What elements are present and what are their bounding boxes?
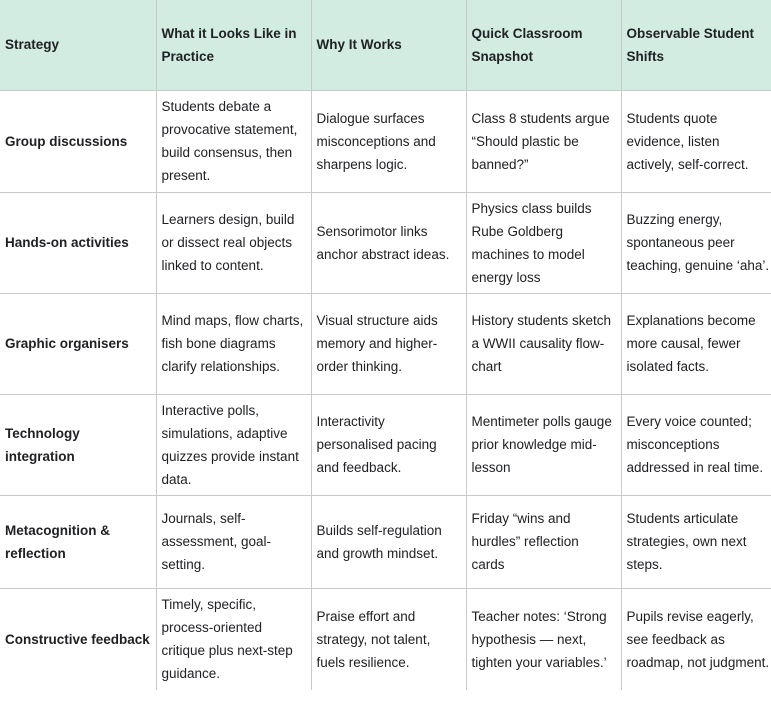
strategy-cell: Hands-on activities [0,192,156,293]
table-row [0,588,771,690]
strategy-cell: Constructive feedback [0,588,156,690]
practice-cell: Students debate a provocative statement, build consensus, then present. [156,90,311,192]
practice-cell: Learners design, build or dissect real objects linked to content. [156,192,311,293]
strategy-cell: Metacognition & reflection [0,495,156,588]
table-row [0,192,771,293]
strategy-cell: Group discussions [0,90,156,192]
practice-cell: Timely, specific, process-oriented critique plus next-step guidance. [156,588,311,690]
shifts-cell: Every voice counted; misconceptions addressed in real time. [621,394,771,495]
header-why: Why It Works [311,0,466,90]
table-row [0,495,771,588]
snapshot-cell: Teacher notes: ‘Strong hypothesis — next, tighten your variables.’ [466,588,621,690]
shifts-cell: Students quote evidence, listen actively, self-correct. [621,90,771,192]
table-row [0,90,771,192]
practice-cell: Mind maps, flow charts, fish bone diagrams clarify relationships. [156,293,311,394]
table-row [0,293,771,394]
shifts-cell: Explanations become more causal, fewer isolated facts. [621,293,771,394]
header-shifts: Observable Student Shifts [621,0,771,90]
snapshot-cell: Class 8 students argue “Should plastic be banned?” [466,90,621,192]
snapshot-cell: Mentimeter polls gauge prior knowledge mid-lesson [466,394,621,495]
header-snapshot: Quick Classroom Snapshot [466,0,621,90]
strategy-cell: Graphic organisers [0,293,156,394]
snapshot-cell: Friday “wins and hurdles” reflection cards [466,495,621,588]
strategy-cell: Technology integration [0,394,156,495]
header-row [0,0,771,90]
practice-cell: Journals, self-assessment, goal-setting. [156,495,311,588]
practice-cell: Interactive polls, simulations, adaptive quizzes provide instant data. [156,394,311,495]
why-cell: Interactivity personalised pacing and feedback. [311,394,466,495]
shifts-cell: Pupils revise eagerly, see feedback as roadmap, not judgment. [621,588,771,690]
shifts-cell: Students articulate strategies, own next steps. [621,495,771,588]
shifts-cell: Buzzing energy, spontaneous peer teaching, genuine ‘aha’. [621,192,771,293]
why-cell: Dialogue surfaces misconceptions and sharpens logic. [311,90,466,192]
table-row [0,394,771,495]
snapshot-cell: History students sketch a WWII causality flow-chart [466,293,621,394]
why-cell: Praise effort and strategy, not talent, fuels resilience. [311,588,466,690]
why-cell: Visual structure aids memory and higher-order thinking. [311,293,466,394]
snapshot-cell: Physics class builds Rube Goldberg machines to model energy loss [466,192,621,293]
why-cell: Sensorimotor links anchor abstract ideas. [311,192,466,293]
header-practice: What it Looks Like in Practice [156,0,311,90]
header-strategy: Strategy [0,0,156,90]
why-cell: Builds self-regulation and growth mindset. [311,495,466,588]
